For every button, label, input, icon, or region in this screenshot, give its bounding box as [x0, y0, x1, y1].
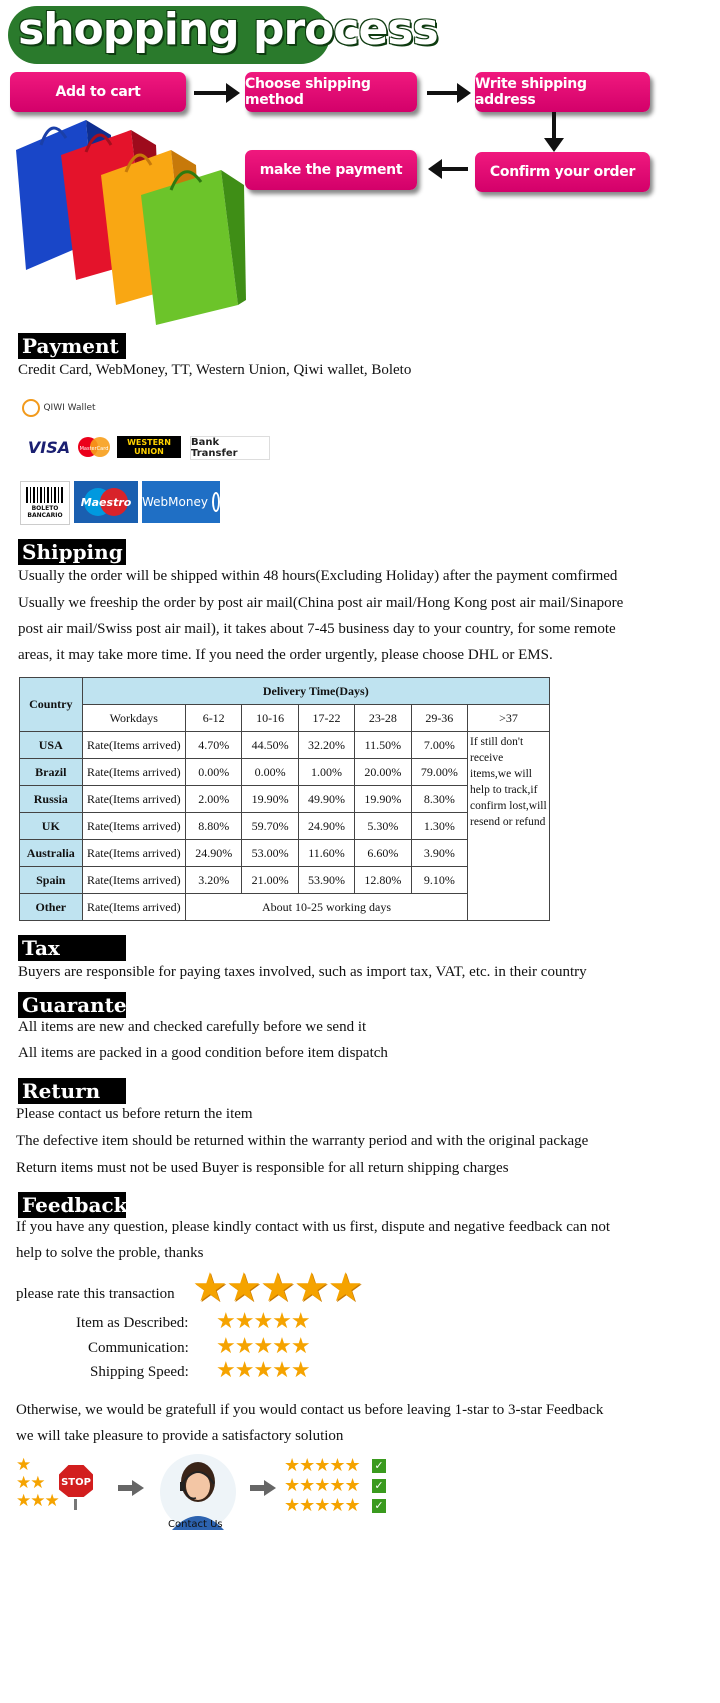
- rate-cell: 0.00%: [185, 759, 241, 786]
- step-choose-shipping: Choose shipping method: [245, 72, 417, 112]
- arrow-right-icon: [427, 91, 457, 95]
- rate-cell: 44.50%: [242, 732, 298, 759]
- svg-text:Maestro: Maestro: [80, 496, 132, 509]
- criteria-stars: ★★★★★: [216, 1308, 310, 1333]
- rate-cell: 59.70%: [242, 813, 298, 840]
- rate-cell: 79.00%: [411, 759, 467, 786]
- shopping-bags-icon: [6, 110, 246, 330]
- step-confirm-order: Confirm your order: [475, 152, 650, 192]
- check-icon: ✓: [372, 1479, 386, 1493]
- criteria-label-shipping: Shipping Speed:: [90, 1364, 189, 1380]
- country-cell: UK: [20, 813, 83, 840]
- return-line-1: Please contact us before return the item: [16, 1106, 253, 1122]
- step-add-to-cart: Add to cart: [10, 72, 186, 112]
- rate-cell: 9.10%: [411, 867, 467, 894]
- rate-cell: 5.30%: [355, 813, 411, 840]
- tax-text: Buyers are responsible for paying taxes involved, such as import tax, VAT, etc. in their country: [18, 964, 587, 980]
- rate-cell: 12.80%: [355, 867, 411, 894]
- section-heading-feedback: Feedback: [18, 1192, 126, 1218]
- check-icon: ✓: [372, 1499, 386, 1513]
- arrow-right-icon: [118, 1480, 144, 1496]
- rate-cell: 3.90%: [411, 840, 467, 867]
- payment-methods-text: Credit Card, WebMoney, TT, Western Union, Qiwi wallet, Boleto: [18, 362, 412, 378]
- rate-label-cell: Rate(Items arrived): [82, 786, 185, 813]
- over-37-note: If still don't receive items,we will help to track,if confirm lost,will resend or refund: [468, 732, 550, 921]
- rate-label-cell: Rate(Items arrived): [82, 759, 185, 786]
- rate-cell: 8.30%: [411, 786, 467, 813]
- boleto-logo: BOLETO BANCARIO: [20, 481, 70, 525]
- shipping-line-3: post air mail/Swiss post air mail), it takes about 7-45 business day to your country, for some remote: [18, 621, 616, 637]
- step-write-address: Write shipping address: [475, 72, 650, 112]
- country-cell: Brazil: [20, 759, 83, 786]
- qiwi-logo: QIWI Wallet: [20, 394, 98, 422]
- step-make-payment: make the payment: [245, 150, 417, 190]
- rate-cell: 11.60%: [298, 840, 354, 867]
- country-cell: Russia: [20, 786, 83, 813]
- section-heading-guarantee: Guarantee: [18, 992, 126, 1018]
- criteria-label-communication: Communication:: [88, 1340, 189, 1356]
- contact-us-label: Contact Us: [168, 1519, 223, 1530]
- delivery-time-header: Delivery Time(Days): [82, 678, 549, 705]
- country-header: Country: [20, 678, 83, 732]
- country-cell: Australia: [20, 840, 83, 867]
- rate-cell: 7.00%: [411, 732, 467, 759]
- rate-label-cell: Rate(Items arrived): [82, 867, 185, 894]
- rate-cell: 3.20%: [185, 867, 241, 894]
- feedback-line-2: help to solve the proble, thanks: [16, 1245, 204, 1261]
- arrow-right-icon: [250, 1480, 276, 1496]
- shipping-line-2: Usually we freeship the order by post air mail(China post air mail/Hong Kong post air mail/Sinapore: [18, 595, 624, 611]
- rate-cell: 53.00%: [242, 840, 298, 867]
- rate-prompt: please rate this transaction: [16, 1286, 175, 1302]
- rate-cell: 20.00%: [355, 759, 411, 786]
- rate-cell: 0.00%: [242, 759, 298, 786]
- table-row: [20, 732, 550, 759]
- rate-label-cell: Rate(Items arrived): [82, 732, 185, 759]
- five-stars-row: ★★★★★: [284, 1455, 360, 1475]
- section-heading-tax: Tax: [18, 935, 126, 961]
- shipping-line-1: Usually the order will be shipped within 48 hours(Excluding Holiday) after the payment comfirmed: [18, 568, 618, 584]
- guarantee-line-1: All items are new and checked carefully before we send it: [18, 1019, 367, 1035]
- bank-transfer-logo: Bank Transfer: [190, 436, 270, 460]
- col-header: 6-12: [185, 705, 241, 732]
- table-columns-row: [20, 705, 550, 732]
- return-line-2: The defective item should be returned within the warranty period and with the original package: [16, 1133, 589, 1149]
- two-stars: ★★: [16, 1473, 45, 1492]
- stop-sign-icon: [56, 1462, 96, 1510]
- rate-cell: 32.20%: [298, 732, 354, 759]
- section-heading-payment: Payment: [18, 333, 126, 359]
- table-header-row: [20, 678, 550, 705]
- rate-cell: 4.70%: [185, 732, 241, 759]
- svg-text:MasterCard: MasterCard: [79, 446, 109, 452]
- rate-cell: 11.50%: [355, 732, 411, 759]
- rate-label-cell: Rate(Items arrived): [82, 840, 185, 867]
- maestro-logo: [74, 481, 138, 523]
- col-header: 29-36: [411, 705, 467, 732]
- rate-cell: 19.90%: [242, 786, 298, 813]
- rate-cell: 21.00%: [242, 867, 298, 894]
- one-star: ★: [16, 1455, 31, 1474]
- rate-cell: 1.00%: [298, 759, 354, 786]
- return-line-3: Return items must not be used Buyer is responsible for all return shipping charges: [16, 1160, 509, 1176]
- rate-cell: 1.30%: [411, 813, 467, 840]
- col-header: 23-28: [355, 705, 411, 732]
- rate-cell: 8.80%: [185, 813, 241, 840]
- section-heading-shipping: Shipping: [18, 539, 126, 565]
- col-header: Workdays: [82, 705, 185, 732]
- green-bag: [141, 170, 246, 325]
- western-union-logo: WESTERN UNION: [117, 436, 181, 458]
- stop-label: STOP: [61, 1477, 91, 1488]
- webmoney-logo: WebMoney: [142, 481, 220, 523]
- arrow-left-icon: [442, 167, 468, 171]
- shipping-line-4: areas, it may take more time. If you need the order urgently, please choose DHL or EMS.: [18, 647, 553, 663]
- feedback-line-1: If you have any question, please kindly contact with us first, dispute and negative feedback can not: [16, 1219, 610, 1235]
- rate-label-cell: Rate(Items arrived): [82, 894, 185, 921]
- mastercard-logo: [76, 436, 112, 458]
- arrow-down-icon: [552, 112, 556, 138]
- criteria-stars: ★★★★★: [216, 1333, 310, 1358]
- col-header: 17-22: [298, 705, 354, 732]
- guarantee-line-2: All items are packed in a good condition before item dispatch: [18, 1045, 388, 1061]
- rate-cell: 49.90%: [298, 786, 354, 813]
- rate-cell: 24.90%: [298, 813, 354, 840]
- rate-cell: 19.90%: [355, 786, 411, 813]
- big-star-rating: ★★★★★: [192, 1265, 362, 1310]
- country-cell: Other: [20, 894, 83, 921]
- three-stars: ★★★: [16, 1491, 59, 1510]
- otherwise-line-1: Otherwise, we would be gratefull if you would contact us before leaving 1-star to 3-star Feedback: [16, 1402, 604, 1418]
- rate-cell: 6.60%: [355, 840, 411, 867]
- visa-logo: VISA: [27, 437, 71, 457]
- delivery-time-table: [19, 677, 550, 921]
- check-icon: ✓: [372, 1459, 386, 1473]
- arrow-right-icon: [194, 91, 226, 95]
- rate-label-cell: Rate(Items arrived): [82, 813, 185, 840]
- page-title: shopping process: [18, 4, 438, 55]
- col-header: >37: [468, 705, 550, 732]
- other-note-cell: About 10-25 working days: [185, 894, 467, 921]
- rate-cell: 24.90%: [185, 840, 241, 867]
- country-cell: USA: [20, 732, 83, 759]
- five-stars-row: ★★★★★: [284, 1495, 360, 1515]
- section-heading-return: Return: [18, 1078, 126, 1104]
- country-cell: Spain: [20, 867, 83, 894]
- rate-cell: 53.90%: [298, 867, 354, 894]
- criteria-label-item: Item as Described:: [76, 1315, 189, 1331]
- col-header: 10-16: [242, 705, 298, 732]
- criteria-stars: ★★★★★: [216, 1357, 310, 1382]
- five-stars-row: ★★★★★: [284, 1475, 360, 1495]
- otherwise-line-2: we will take pleasure to provide a satisfactory solution: [16, 1428, 344, 1444]
- rate-cell: 2.00%: [185, 786, 241, 813]
